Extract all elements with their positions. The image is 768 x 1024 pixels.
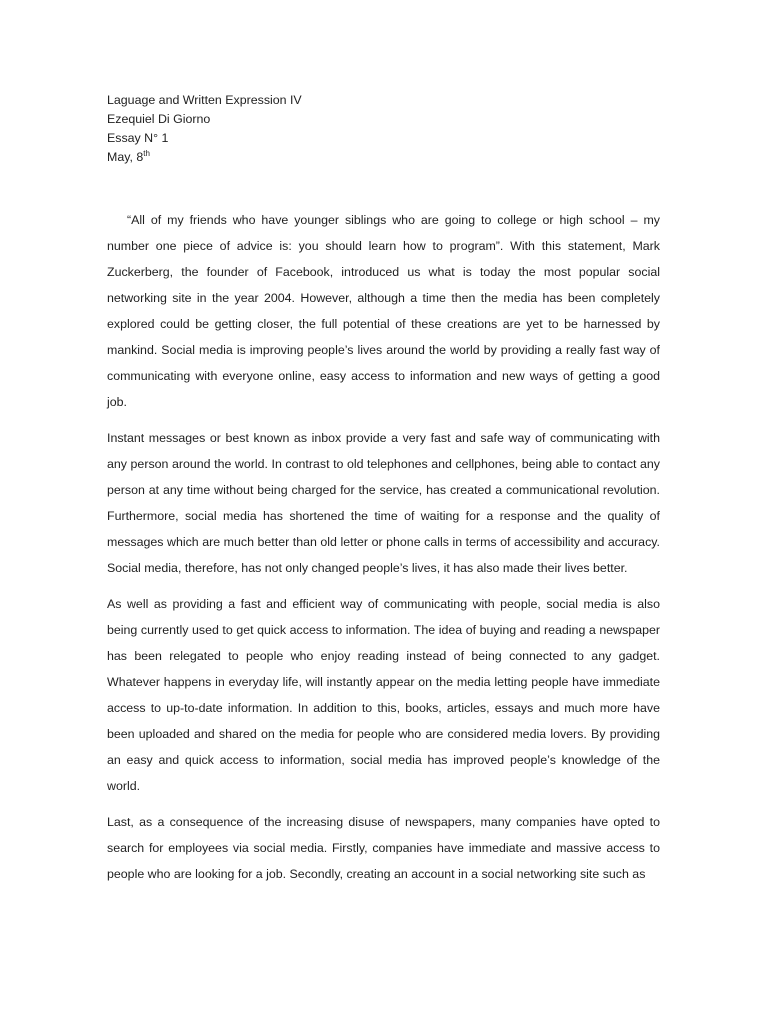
date-text: May, 8 — [107, 150, 144, 164]
date-superscript: th — [143, 148, 150, 158]
course-title: Laguage and Written Expression IV — [107, 93, 302, 107]
essay-date — [107, 148, 660, 167]
paragraph-introduction: “All of my friends who have younger siblings who are going to college or high school – my number one piece of advice is: you should learn how to program”. With this statement, Mark Zuckerberg, the founder of Facebook, introduced us what is today the most popular social networking site in the year 2004. However, although a time then the media has been completely explored could be getting closer, the full potential of these creations are yet to be harnessed by mankind. Social media is improving people’s lives around the world by providing a really fast way of communicating with everyone online, easy access to information and new ways of getting a good job. — [107, 213, 660, 409]
essay-number: Essay N° 1 — [107, 131, 169, 145]
essay-content — [107, 91, 660, 897]
paragraph-information: As well as providing a fast and efficient way of communicating with people, social media is also being currently used to get quick access to information. The idea of buying and reading a newspaper has been relegated to people who enjoy reading instead of being connected to any gadget. Whatever happens in everyday life, will instantly appear on the media letting people have immediate access to up-to-date information. In addition to this, books, articles, essays and much more have been uploaded and shared on the media for people who are considered media lovers. By providing an easy and quick access to information, social media has improved people’s knowledge of the world. — [107, 597, 660, 793]
paragraph-employment: Last, as a consequence of the increasing disuse of newspapers, many companies have opted to search for employees via social media. Firstly, companies have immediate and massive access to people who are looking for a job. Secondly, creating an account in a social networking site such as — [107, 815, 660, 881]
author-name: Ezequiel Di Giorno — [107, 112, 211, 126]
paragraph-communication: Instant messages or best known as inbox provide a very fast and safe way of communicating with any person around the world. In contrast to old telephones and cellphones, being able to contact any person at any time without being charged for the service, has created a communicational revolution. Furthermore, social media has shortened the time of waiting for a response and the quality of messages which are much better than old letter or phone calls in terms of accessibility and accuracy. Social media, therefore, has not only changed people’s lives, it has also made their lives better. — [107, 431, 660, 575]
essay-header — [107, 91, 660, 167]
